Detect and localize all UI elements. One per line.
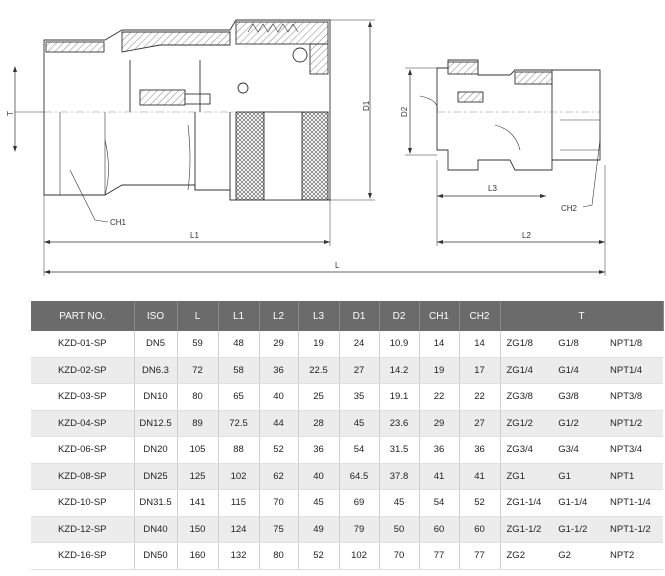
header-D2: D2 xyxy=(379,301,419,331)
thread-spec: G1-1/2 xyxy=(558,523,588,535)
cell-l2: 29 xyxy=(259,331,298,357)
locking-ball xyxy=(293,48,307,62)
cell-thread xyxy=(500,384,663,411)
thread-spec: NPT1 xyxy=(610,470,635,482)
socket-drawing xyxy=(44,20,330,200)
cell-ch2: 22 xyxy=(459,384,500,411)
cell-ch1: 36 xyxy=(419,437,459,464)
cell-iso: DN40 xyxy=(134,516,177,543)
cell-part: KZD-08-SP xyxy=(31,463,134,490)
header-part-no: PART NO. xyxy=(31,301,134,331)
cell-l1: 65 xyxy=(218,384,259,411)
thread-spec: ZG3/4 xyxy=(506,444,533,456)
header-iso: ISO xyxy=(134,301,177,331)
cell-ch2: 41 xyxy=(459,463,500,490)
thread-spec: NPT1/2 xyxy=(610,417,643,429)
table-row xyxy=(31,357,663,384)
header-L3: L3 xyxy=(298,301,339,331)
thread-spec: G1/2 xyxy=(558,417,579,429)
thread-spec: ZG1-1/4 xyxy=(506,497,542,509)
thread-spec: ZG1/8 xyxy=(506,338,533,350)
header-T: T xyxy=(500,301,663,331)
thread-spec: G3/4 xyxy=(558,444,579,456)
cell-l1: 132 xyxy=(218,543,259,570)
thread-spec: NPT3/8 xyxy=(610,391,643,403)
cell-l3: 36 xyxy=(298,437,339,464)
table-row xyxy=(31,516,663,543)
header-CH2: CH2 xyxy=(459,301,500,331)
cell-l2: 40 xyxy=(259,384,298,411)
cell-d2: 19.1 xyxy=(379,384,419,411)
label-CH1: CH1 xyxy=(110,218,127,227)
label-L2: L2 xyxy=(522,231,531,240)
thread-spec: NPT2 xyxy=(610,550,635,562)
cell-ch1: 41 xyxy=(419,463,459,490)
cell-l2: 80 xyxy=(259,543,298,570)
thread-spec: NPT1/8 xyxy=(610,338,643,350)
thread-spec: ZG1-1/2 xyxy=(506,523,542,535)
cell-ch1: 22 xyxy=(419,384,459,411)
cell-l: 89 xyxy=(177,410,218,437)
cell-l1: 124 xyxy=(218,516,259,543)
cell-part: KZD-02-SP xyxy=(31,357,134,384)
cell-thread xyxy=(500,357,663,384)
cell-thread xyxy=(500,437,663,464)
cell-ch1: 60 xyxy=(419,516,459,543)
cell-l3: 49 xyxy=(298,516,339,543)
thread-spec: NPT1-1/4 xyxy=(610,497,651,509)
cell-d1: 79 xyxy=(339,516,379,543)
thread-spec: NPT1/4 xyxy=(610,364,643,376)
cell-d2: 10.9 xyxy=(379,331,419,357)
cell-l1: 72.5 xyxy=(218,410,259,437)
cell-iso: DN20 xyxy=(134,437,177,464)
cell-ch1: 14 xyxy=(419,331,459,357)
table-row xyxy=(31,437,663,464)
thread-spec: G2 xyxy=(558,550,571,562)
thread-spec: ZG1 xyxy=(506,470,525,482)
cell-iso: DN50 xyxy=(134,543,177,570)
cell-d1: 69 xyxy=(339,490,379,517)
table-row xyxy=(31,384,663,411)
header-L1: L1 xyxy=(218,301,259,331)
table-row xyxy=(31,463,663,490)
cell-thread xyxy=(500,463,663,490)
cell-part: KZD-01-SP xyxy=(31,331,134,357)
cell-part: KZD-04-SP xyxy=(31,410,134,437)
cell-l1: 58 xyxy=(218,357,259,384)
cell-iso: DN25 xyxy=(134,463,177,490)
cell-l: 160 xyxy=(177,543,218,570)
cell-d2: 45 xyxy=(379,490,419,517)
cell-l2: 44 xyxy=(259,410,298,437)
cell-thread xyxy=(500,410,663,437)
thread-spec: ZG3/8 xyxy=(506,391,533,403)
cell-l3: 25 xyxy=(298,384,339,411)
header-L2: L2 xyxy=(259,301,298,331)
thread-spec: ZG1/4 xyxy=(506,364,533,376)
thread-spec: G3/8 xyxy=(558,391,579,403)
cell-iso: DN12.5 xyxy=(134,410,177,437)
cell-d1: 24 xyxy=(339,331,379,357)
cell-l2: 62 xyxy=(259,463,298,490)
cell-d1: 45 xyxy=(339,410,379,437)
label-D2: D2 xyxy=(400,106,409,117)
cell-d2: 14.2 xyxy=(379,357,419,384)
cell-thread xyxy=(500,516,663,543)
cell-d2: 31.5 xyxy=(379,437,419,464)
cell-ch2: 60 xyxy=(459,516,500,543)
cell-part: KZD-03-SP xyxy=(31,384,134,411)
cell-l3: 40 xyxy=(298,463,339,490)
cell-ch2: 36 xyxy=(459,437,500,464)
cell-d2: 70 xyxy=(379,543,419,570)
label-CH2: CH2 xyxy=(561,204,578,213)
cell-l2: 52 xyxy=(259,437,298,464)
header-L: L xyxy=(177,301,218,331)
table-row xyxy=(31,410,663,437)
cell-l3: 45 xyxy=(298,490,339,517)
cell-ch2: 27 xyxy=(459,410,500,437)
table-header-row xyxy=(31,301,663,331)
thread-spec: NPT1-1/2 xyxy=(610,523,651,535)
cell-l: 80 xyxy=(177,384,218,411)
cell-thread xyxy=(500,331,663,357)
cell-d2: 50 xyxy=(379,516,419,543)
label-T: T xyxy=(6,111,15,116)
cell-l: 150 xyxy=(177,516,218,543)
cell-l: 125 xyxy=(177,463,218,490)
cell-l3: 22.5 xyxy=(298,357,339,384)
label-D1: D1 xyxy=(362,100,371,111)
cell-part: KZD-12-SP xyxy=(31,516,134,543)
cell-l: 59 xyxy=(177,331,218,357)
cell-part: KZD-06-SP xyxy=(31,437,134,464)
cell-l1: 115 xyxy=(218,490,259,517)
cell-thread xyxy=(500,490,663,517)
cell-l2: 70 xyxy=(259,490,298,517)
cell-l: 72 xyxy=(177,357,218,384)
cell-ch2: 17 xyxy=(459,357,500,384)
table-row xyxy=(31,331,663,357)
table-row xyxy=(31,490,663,517)
cell-d2: 37.8 xyxy=(379,463,419,490)
cell-thread xyxy=(500,543,663,570)
label-L: L xyxy=(335,261,340,270)
thread-spec: G1 xyxy=(558,470,571,482)
thread-spec: NPT3/4 xyxy=(610,444,643,456)
thread-spec: G1-1/4 xyxy=(558,497,588,509)
cell-ch2: 52 xyxy=(459,490,500,517)
header-CH1: CH1 xyxy=(419,301,459,331)
cell-ch1: 19 xyxy=(419,357,459,384)
thread-spec: G1/4 xyxy=(558,364,579,376)
cell-d1: 64.5 xyxy=(339,463,379,490)
cell-ch2: 14 xyxy=(459,331,500,357)
cell-d1: 27 xyxy=(339,357,379,384)
cell-l3: 52 xyxy=(298,543,339,570)
thread-spec: G1/8 xyxy=(558,338,579,350)
cell-l1: 48 xyxy=(218,331,259,357)
cell-l: 141 xyxy=(177,490,218,517)
cell-iso: DN5 xyxy=(134,331,177,357)
cell-l1: 88 xyxy=(218,437,259,464)
cell-d1: 102 xyxy=(339,543,379,570)
cell-l3: 28 xyxy=(298,410,339,437)
cell-ch1: 77 xyxy=(419,543,459,570)
cell-ch1: 29 xyxy=(419,410,459,437)
label-L1: L1 xyxy=(190,231,199,240)
cell-l3: 19 xyxy=(298,331,339,357)
cell-iso: DN10 xyxy=(134,384,177,411)
cell-part: KZD-10-SP xyxy=(31,490,134,517)
thread-spec: ZG1/2 xyxy=(506,417,533,429)
thread-spec: ZG2 xyxy=(506,550,525,562)
cell-l2: 36 xyxy=(259,357,298,384)
cell-ch1: 54 xyxy=(419,490,459,517)
cell-iso: DN31.5 xyxy=(134,490,177,517)
cell-d1: 35 xyxy=(339,384,379,411)
cell-l2: 75 xyxy=(259,516,298,543)
cell-iso: DN6.3 xyxy=(134,357,177,384)
cell-d2: 23.6 xyxy=(379,410,419,437)
cell-l: 105 xyxy=(177,437,218,464)
header-D1: D1 xyxy=(339,301,379,331)
specification-table xyxy=(31,301,664,570)
cell-d1: 54 xyxy=(339,437,379,464)
label-L3: L3 xyxy=(488,184,497,193)
table-row xyxy=(31,543,663,570)
cell-ch2: 77 xyxy=(459,543,500,570)
cell-part: KZD-16-SP xyxy=(31,543,134,570)
cell-l1: 102 xyxy=(218,463,259,490)
plug-drawing xyxy=(420,60,600,170)
